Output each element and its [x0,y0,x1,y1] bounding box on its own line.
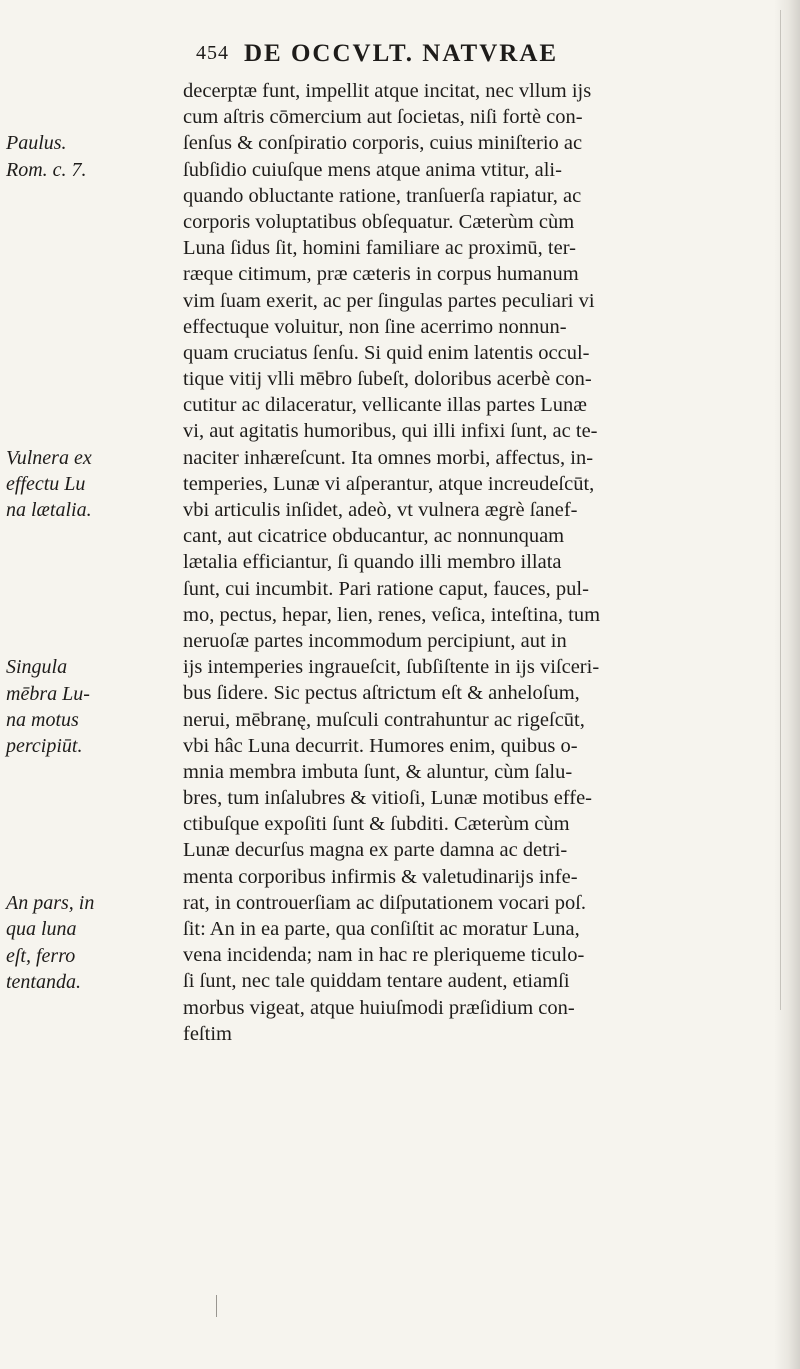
text-line: vbi articulis inſidet, adeò, vt vulnera ægrè ſanef- [183,499,578,521]
margin-note-line: tentanda. [6,970,81,993]
page-header [196,40,676,76]
margin-note-line: percipiūt. [6,734,83,757]
stray-ink-mark [216,1295,217,1317]
text-line: rat, in controuerſiam ac diſputationem vocari poſ. [183,891,587,914]
margin-note-line: mēbra Lu- [6,682,90,705]
text-line: effectuque voluitur, non ſine acerrimo nonnun- [183,315,567,338]
text-line: quando obluctante ratione, tranſuerſa rapiatur, ac [183,184,582,207]
text-line: cum aſtris cōmercium aut ſocietas, niſi fortè con- [183,106,583,129]
text-line: quam cruciatus ſenſu. Si quid enim latentis occul- [183,341,590,364]
text-line: ræque citimum, præ cæteris in corpus humanum [183,263,579,286]
text-line: ſenſus & conſpiratio corporis, cuius miniſterio ac [183,132,583,155]
margin-note-an-pars [6,890,94,995]
text-line: mo, pectus, hepar, lien, renes, veſica, inteſtina, tum [183,603,601,626]
margin-note-line: qua luna [6,918,77,941]
margin-note-line: An pars, in [6,892,95,915]
text-line: ſit: An in ea parte, qua conſiſtit ac moratur Luna, [183,918,580,940]
text-line: morbus vigeat, atque huiuſmodi præſidium con- [183,996,575,1019]
running-title: DE OCCVLT. NATVRAE [244,40,559,67]
text-line: vi, aut agitatis humoribus, qui illi infixi ſunt, ac te- [183,420,598,443]
text-line: corporis voluptatibus obſequatur. Cæterùm cùm [183,210,575,233]
text-line: ſubſidio cuiuſque mens atque anima vtitur, ali- [183,158,562,181]
text-line: tique vitij vlli mēbro ſubeſt, doloribus acerbè con- [183,368,592,391]
text-line: vena incidenda; nam in hac re pleriqueme ticulo- [183,944,585,967]
text-line: naciter inhæreſcunt. Ita omnes morbi, affectus, in- [183,446,594,469]
text-line: temperies, Lunæ vi aſperantur, atque increudeſcūt, [183,472,595,495]
margin-note-line: na lætalia. [6,499,92,522]
text-line: lætalia efficiantur, ſi quando illi membro illata [183,551,562,574]
margin-note-line: Vulnera ex [6,446,92,469]
margin-note-line: Singula [6,656,68,679]
text-line: Lunæ decurſus magna ex parte damna ac detri- [183,839,568,862]
text-line: cant, aut cicatrice obducantur, ac nonnunquam [183,525,565,548]
text-line: ſunt, cui incumbit. Pari ratione caput, fauces, pul- [183,577,589,600]
text-line: ijs intemperies ingraueſcit, ſubſiſtente in ijs viſceri- [183,656,600,679]
margin-note-singula [6,654,90,759]
margin-note-line: Paulus. [6,132,67,155]
text-line: vim ſuam exerit, ac per ſingulas partes peculiari vi [183,289,595,312]
body-text [183,78,783,1047]
text-line: vbi hâc Luna decurrit. Humores enim, quibus o- [183,734,578,757]
text-line: Luna ſidus ſit, homini familiare ac proximū, ter- [183,237,576,260]
text-line: ſi ſunt, nec tale quiddam tentare audent, etiamſi [183,970,570,993]
margin-note-line: na motus [6,708,79,731]
margin-note-line: eſt, ferro [6,944,76,967]
text-line: feſtim [183,1022,232,1045]
text-line: cutitur ac dilaceratur, vellicante illas partes Lunæ [183,394,587,417]
margin-note-line: Rom. c. 7. [6,158,87,181]
margin-note-vulnera [6,445,92,524]
text-line: neruoſæ partes incommodum percipiunt, aut in [183,629,567,652]
text-line: ctibuſque expoſiti ſunt & ſubditi. Cæterùm cùm [183,813,570,836]
text-line: nerui, mēbranę, muſculi contrahuntur ac rigeſcūt, [183,708,585,731]
margin-note-paulus [6,130,87,182]
text-line: bres, tum inſalubres & vitioſi, Lunæ motibus effe- [183,787,592,810]
page-number: 454 [196,42,229,64]
text-line: menta corporibus infirmis & valetudinarijs infe- [183,865,578,888]
text-line: decerptæ funt, impellit atque incitat, nec vllum ijs [183,80,592,102]
margin-note-line: effectu Lu [6,472,86,495]
text-line: mnia membra imbuta ſunt, & aluntur, cùm ſalu- [183,760,573,783]
text-line: bus ſidere. Sic pectus aſtrictum eſt & anheloſum, [183,682,580,705]
